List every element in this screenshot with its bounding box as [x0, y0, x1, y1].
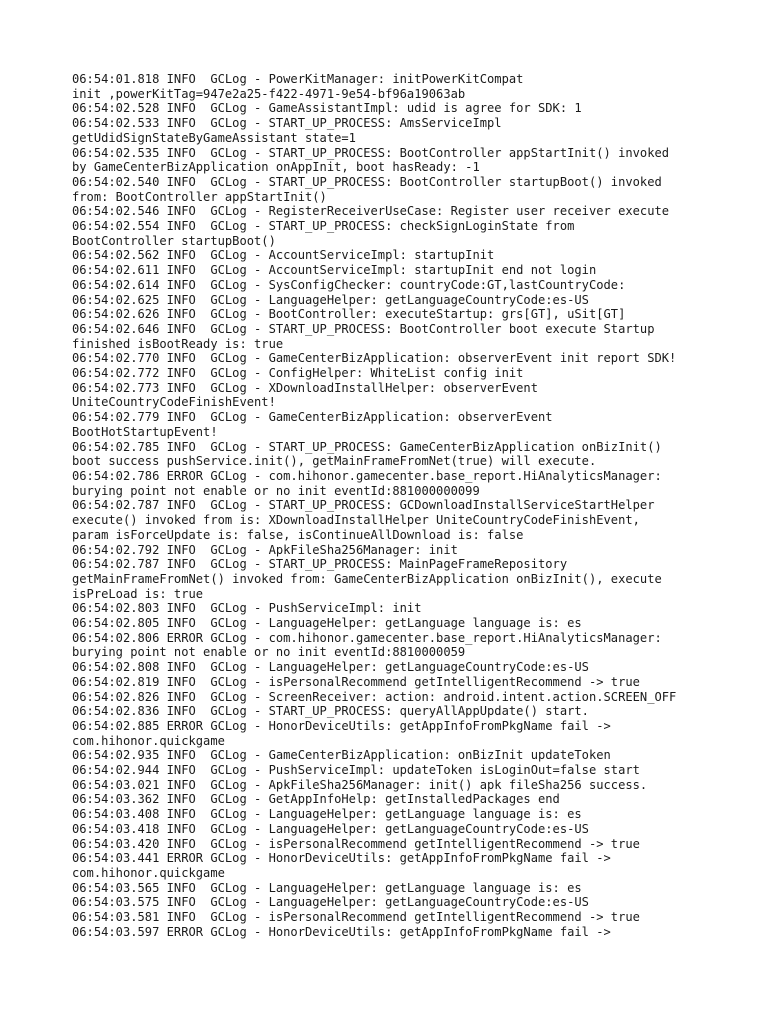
- log-line: com.hihonor.quickgame: [72, 865, 225, 880]
- log-line: isPreLoad is: true: [72, 586, 204, 601]
- log-line: 06:54:02.772 INFO GCLog - ConfigHelper: WhiteList config init: [72, 366, 524, 381]
- log-line: BootController startupBoot(): [72, 233, 276, 248]
- log-line: 06:54:02.786 ERROR GCLog - com.hihonor.gamecenter.base_report.HiAnalyticsManager:: [72, 468, 662, 483]
- log-view: [72, 72, 712, 939]
- log-line: 06:54:03.420 INFO GCLog - isPersonalRecommend getIntelligentRecommend -> true: [72, 836, 640, 851]
- log-line: by GameCenterBizApplication onAppInit, boot hasReady: -1: [72, 160, 480, 175]
- log-line: 06:54:02.819 INFO GCLog - isPersonalRecommend getIntelligentRecommend -> true: [72, 674, 640, 689]
- log-line: 06:54:03.581 INFO GCLog - isPersonalRecommend getIntelligentRecommend -> true: [72, 910, 640, 925]
- log-line: 06:54:02.885 ERROR GCLog - HonorDeviceUtils: getAppInfoFromPkgName fail ->: [72, 718, 611, 733]
- log-line: 06:54:02.836 INFO GCLog - START_UP_PROCESS: queryAllAppUpdate() start.: [72, 704, 589, 719]
- log-line: BootHotStartupEvent!: [72, 424, 218, 439]
- log-line: 06:54:03.418 INFO GCLog - LanguageHelper: getLanguageCountryCode:es-US: [72, 821, 589, 836]
- log-line: 06:54:02.792 INFO GCLog - ApkFileSha256Manager: init: [72, 542, 458, 557]
- log-line: burying point not enable or no init eventId:881000000099: [72, 483, 480, 498]
- log-line: com.hihonor.quickgame: [72, 733, 225, 748]
- log-line: getUdidSignStateByGameAssistant state=1: [72, 130, 356, 145]
- log-line: 06:54:02.803 INFO GCLog - PushServiceImpl: init: [72, 601, 422, 616]
- log-line: 06:54:01.818 INFO GCLog - PowerKitManager: initPowerKitCompat: [72, 72, 524, 86]
- log-line: 06:54:02.773 INFO GCLog - XDownloadInstallHelper: observerEvent: [72, 380, 538, 395]
- log-line: 06:54:03.441 ERROR GCLog - HonorDeviceUtils: getAppInfoFromPkgName fail ->: [72, 851, 611, 866]
- log-line: 06:54:02.614 INFO GCLog - SysConfigChecker: countryCode:GT,lastCountryCode:: [72, 277, 626, 292]
- log-line: 06:54:02.935 INFO GCLog - GameCenterBizApplication: onBizInit updateToken: [72, 748, 611, 763]
- log-line: 06:54:02.805 INFO GCLog - LanguageHelper: getLanguage language is: es: [72, 616, 582, 631]
- log-line: 06:54:03.362 INFO GCLog - GetAppInfoHelp: getInstalledPackages end: [72, 792, 560, 807]
- log-line: 06:54:02.787 INFO GCLog - START_UP_PROCESS: GCDownloadInstallServiceStartHelper: [72, 498, 655, 513]
- log-line: 06:54:02.533 INFO GCLog - START_UP_PROCESS: AmsServiceImpl: [72, 116, 502, 131]
- log-line: 06:54:02.611 INFO GCLog - AccountServiceImpl: startupInit end not login: [72, 263, 597, 278]
- log-line: getMainFrameFromNet() invoked from: GameCenterBizApplication onBizInit(), execute: [72, 571, 662, 586]
- log-line: 06:54:02.535 INFO GCLog - START_UP_PROCESS: BootController appStartInit() invoked: [72, 145, 670, 160]
- log-line: 06:54:03.575 INFO GCLog - LanguageHelper: getLanguageCountryCode:es-US: [72, 895, 589, 910]
- log-line: 06:54:03.565 INFO GCLog - LanguageHelper: getLanguage language is: es: [72, 880, 582, 895]
- log-line: 06:54:02.625 INFO GCLog - LanguageHelper: getLanguageCountryCode:es-US: [72, 292, 589, 307]
- log-line: param isForceUpdate is: false, isContinueAllDownload is: false: [72, 527, 524, 542]
- log-line: 06:54:02.554 INFO GCLog - START_UP_PROCESS: checkSignLoginState from: [72, 219, 575, 234]
- log-line: from: BootController appStartInit(): [72, 189, 327, 204]
- log-line: 06:54:02.808 INFO GCLog - LanguageHelper: getLanguageCountryCode:es-US: [72, 660, 589, 675]
- log-line: 06:54:02.540 INFO GCLog - START_UP_PROCESS: BootController startupBoot() invoked: [72, 174, 662, 189]
- log-line: 06:54:02.626 INFO GCLog - BootController: executeStartup: grs[GT], uSit[GT]: [72, 307, 626, 322]
- log-line: UniteCountryCodeFinishEvent!: [72, 395, 276, 410]
- log-line: 06:54:02.779 INFO GCLog - GameCenterBizApplication: observerEvent: [72, 410, 553, 425]
- log-line: 06:54:03.597 ERROR GCLog - HonorDeviceUtils: getAppInfoFromPkgName fail ->: [72, 924, 611, 939]
- log-line: init ,powerKitTag=947e2a25-f422-4971-9e54-bf96a19063ab: [72, 86, 466, 101]
- log-line: execute() invoked from is: XDownloadInstallHelper UniteCountryCodeFinishEvent,: [72, 513, 640, 528]
- log-line: 06:54:03.021 INFO GCLog - ApkFileSha256Manager: init() apk fileSha256 success.: [72, 777, 648, 792]
- log-line: 06:54:02.806 ERROR GCLog - com.hihonor.gamecenter.base_report.HiAnalyticsManager:: [72, 630, 662, 645]
- log-line: burying point not enable or no init eventId:8810000059: [72, 645, 466, 660]
- log-line: 06:54:02.826 INFO GCLog - ScreenReceiver: action: android.intent.action.SCREEN_OFF: [72, 689, 677, 704]
- log-line: finished isBootReady is: true: [72, 336, 284, 351]
- log-line: 06:54:02.646 INFO GCLog - START_UP_PROCESS: BootController boot execute Startup: [72, 321, 655, 336]
- log-line: 06:54:02.944 INFO GCLog - PushServiceImpl: updateToken isLoginOut=false start: [72, 763, 640, 778]
- log-line: 06:54:03.408 INFO GCLog - LanguageHelper: getLanguage language is: es: [72, 807, 582, 822]
- log-line: 06:54:02.528 INFO GCLog - GameAssistantImpl: udid is agree for SDK: 1: [72, 101, 582, 116]
- log-line: 06:54:02.546 INFO GCLog - RegisterReceiverUseCase: Register user receiver execute: [72, 204, 670, 219]
- log-line: 06:54:02.562 INFO GCLog - AccountServiceImpl: startupInit: [72, 248, 495, 263]
- log-line: boot success pushService.init(), getMainFrameFromNet(true) will execute.: [72, 454, 597, 469]
- log-line: 06:54:02.787 INFO GCLog - START_UP_PROCESS: MainPageFrameRepository: [72, 557, 568, 572]
- log-line: 06:54:02.785 INFO GCLog - START_UP_PROCESS: GameCenterBizApplication onBizInit(): [72, 439, 662, 454]
- log-line: 06:54:02.770 INFO GCLog - GameCenterBizApplication: observerEvent init report SDK!: [72, 351, 677, 366]
